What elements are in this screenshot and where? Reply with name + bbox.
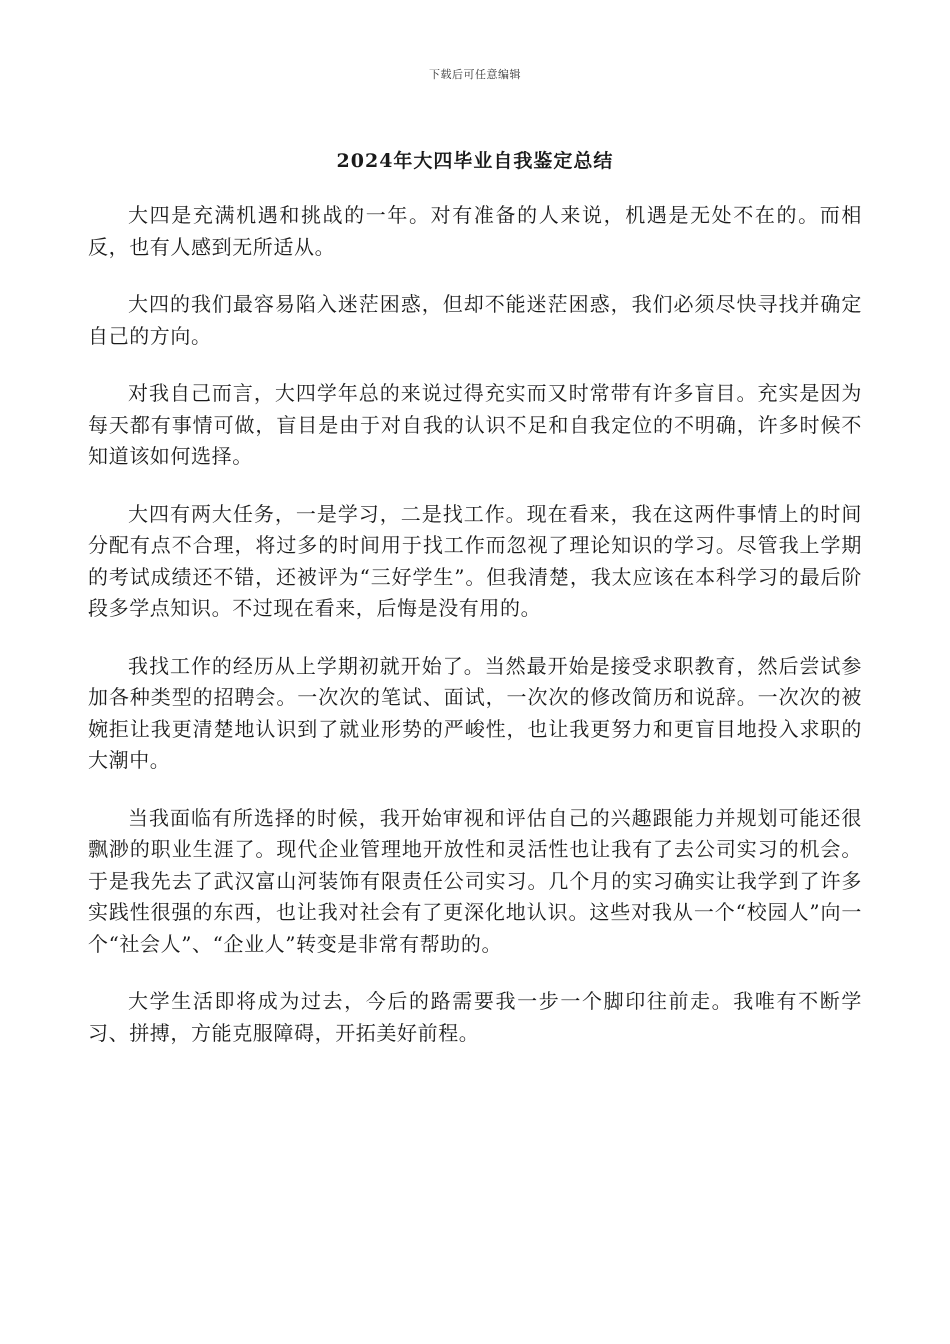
paragraph-2: 大四的我们最容易陷入迷茫困惑，但却不能迷茫困惑，我们必须尽快寻找并确定自己的方向。: [88, 292, 862, 348]
paragraph-5: 我找工作的经历从上学期初就开始了。当然最开始是接受求职教育，然后尝试参加各种类型的招聘会。一次次的笔试、面试，一次次的修改简历和说辞。一次次的被婉拒让我更清楚地认识到了就业形势的严峻性，也让我更努力和更盲目地投入求职的大潮中。: [88, 653, 862, 772]
paragraph-6: 当我面临有所选择的时候，我开始审视和评估自己的兴趣跟能力并规划可能还很飘渺的职业生涯了。现代企业管理地开放性和灵活性也让我有了去公司实习的机会。于是我先去了武汉富山河装饰有限责任公司实习。几个月的实习确实让我学到了许多实践性很强的东西，也让我对社会有了更深化地认识。这些对我从一个“校园人”向一个“社会人”、“企业人”转变是非常有帮助的。: [88, 805, 862, 956]
paragraph-1: 大四是充满机遇和挑战的一年。对有准备的人来说，机遇是无处不在的。而相反，也有人感到无所适从。: [88, 203, 862, 259]
paragraph-4: 大四有两大任务，一是学习，二是找工作。现在看来，我在这两件事情上的时间分配有点不合理，将过多的时间用于找工作而忽视了理论知识的学习。尽管我上学期的考试成绩还不错，还被评为“三好学生”。但我清楚，我太应该在本科学习的最后阶段多学点知识。不过现在看来，后悔是没有用的。: [88, 501, 862, 620]
document-title: 2024年大四毕业自我鉴定总结: [336, 150, 614, 172]
header-note: 下载后可任意编辑: [429, 68, 521, 81]
paragraph-3: 对我自己而言，大四学年总的来说过得充实而又时常带有许多盲目。充实是因为每天都有事情可做，盲目是由于对自我的认识不足和自我定位的不明确，许多时候不知道该如何选择。: [88, 381, 862, 468]
paragraph-7: 大学生活即将成为过去，今后的路需要我一步一个脚印往前走。我唯有不断学习、拼搏，方能克服障碍，开拓美好前程。: [88, 989, 862, 1045]
document-body: [88, 200, 862, 1075]
